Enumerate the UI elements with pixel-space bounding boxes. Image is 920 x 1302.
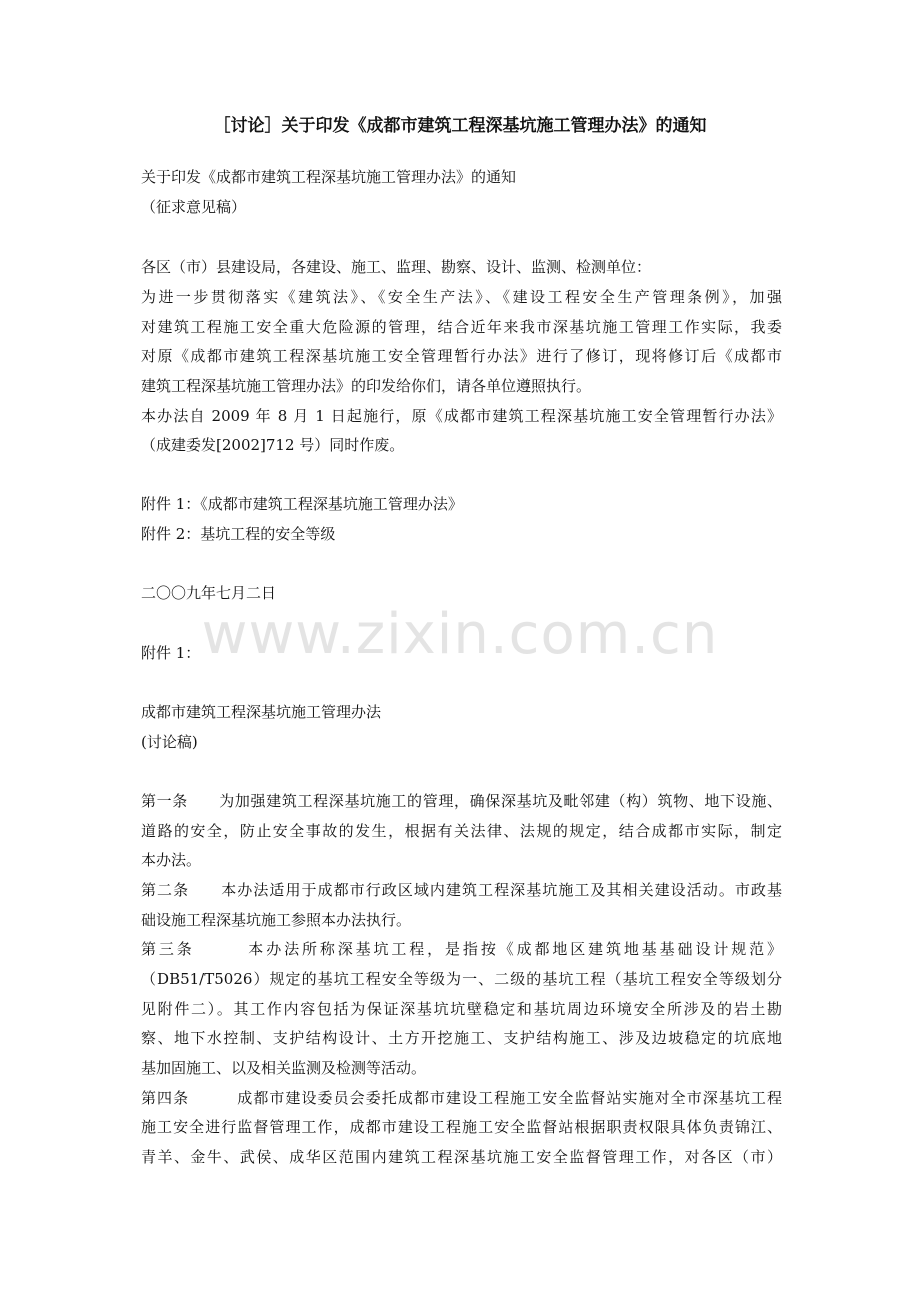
measure-subtitle: (讨论稿): [141, 733, 198, 751]
notice-title: 关于印发《成都市建筑工程深基坑施工管理办法》的通知: [141, 168, 517, 186]
attachment-item: 附件 2：基坑工程的安全等级: [141, 525, 336, 543]
article-line: 青羊、金牛、武侯、成华区范围内建筑工程深基坑施工安全监督管理工作，对各区（市）: [141, 1148, 782, 1166]
body-line: 本办法自 2009 年 8 月 1 日起施行，原《成都市建筑工程深基坑施工安全管理暂行办法》: [141, 407, 782, 425]
body-line: 为进一步贯彻落实《建筑法》、《安全生产法》、《建设工程安全生产管理条例》，加强: [141, 288, 782, 306]
article-line: 第一条 为加强建筑工程深基坑施工的管理，确保深基坑及毗邻建（构）筑物、地下设施、: [141, 792, 782, 810]
notice-subtitle: （征求意见稿）: [141, 198, 247, 216]
body-line: 建筑工程深基坑施工管理办法》的印发给你们，请各单位遵照执行。: [141, 377, 592, 395]
article-line: 见附件二）。其工作内容包括为保证深基坑坑壁稳定和基坑周边环境安全所涉及的岩土勘: [141, 1000, 782, 1018]
article-line: 础设施工程深基坑施工参照本办法执行。: [141, 911, 412, 929]
body-line: 对建筑工程施工安全重大危险源的管理，结合近年来我市深基坑施工管理工作实际，我委: [141, 318, 782, 336]
article-line: 第三条 本办法所称深基坑工程，是指按《成都地区建筑地基基础设计规范》: [141, 940, 782, 958]
article-line: 第二条 本办法适用于成都市行政区域内建筑工程深基坑施工及其相关建设活动。市政基: [141, 881, 782, 899]
page-title: ［讨论］关于印发《成都市建筑工程深基坑施工管理办法》的通知: [213, 116, 707, 136]
body-line: （成建委发[2002]712 号）同时作废。: [141, 436, 405, 454]
attachment1-heading: 附件 1：: [141, 644, 201, 662]
article-line: （DB51/T5026）规定的基坑工程安全等级为一、二级的基坑工程（基坑工程安全等级划分: [141, 970, 782, 988]
watermark: www.zixin.com.cn: [201, 602, 719, 667]
article-line: 察、地下水控制、支护结构设计、土方开挖施工、支护结构施工、涉及边坡稳定的坑底地: [141, 1029, 782, 1047]
article-line: 第四条 成都市建设委员会委托成都市建设工程施工安全监督站实施对全市深基坑工程: [141, 1089, 782, 1107]
body-line: 对原《成都市建筑工程深基坑施工安全管理暂行办法》进行了修订，现将修订后《成都市: [141, 347, 782, 365]
issue-date: 二〇〇九年七月二日: [141, 584, 277, 602]
addressee: 各区（市）县建设局，各建设、施工、监理、勘察、设计、监测、检测单位：: [141, 258, 652, 276]
article-line: 基加固施工、以及相关监测及检测等活动。: [141, 1059, 427, 1077]
article-line: 本办法。: [141, 851, 202, 869]
article-line: 道路的安全，防止安全事故的发生，根据有关法律、法规的规定，结合成都市实际，制定: [141, 822, 782, 840]
attachment-item: 附件 1：《成都市建筑工程深基坑施工管理办法》: [141, 495, 463, 513]
measure-title: 成都市建筑工程深基坑施工管理办法: [141, 703, 382, 721]
article-line: 施工安全进行监督管理工作，成都市建设工程施工安全监督站根据职责权限具体负责锦江、: [141, 1118, 782, 1136]
